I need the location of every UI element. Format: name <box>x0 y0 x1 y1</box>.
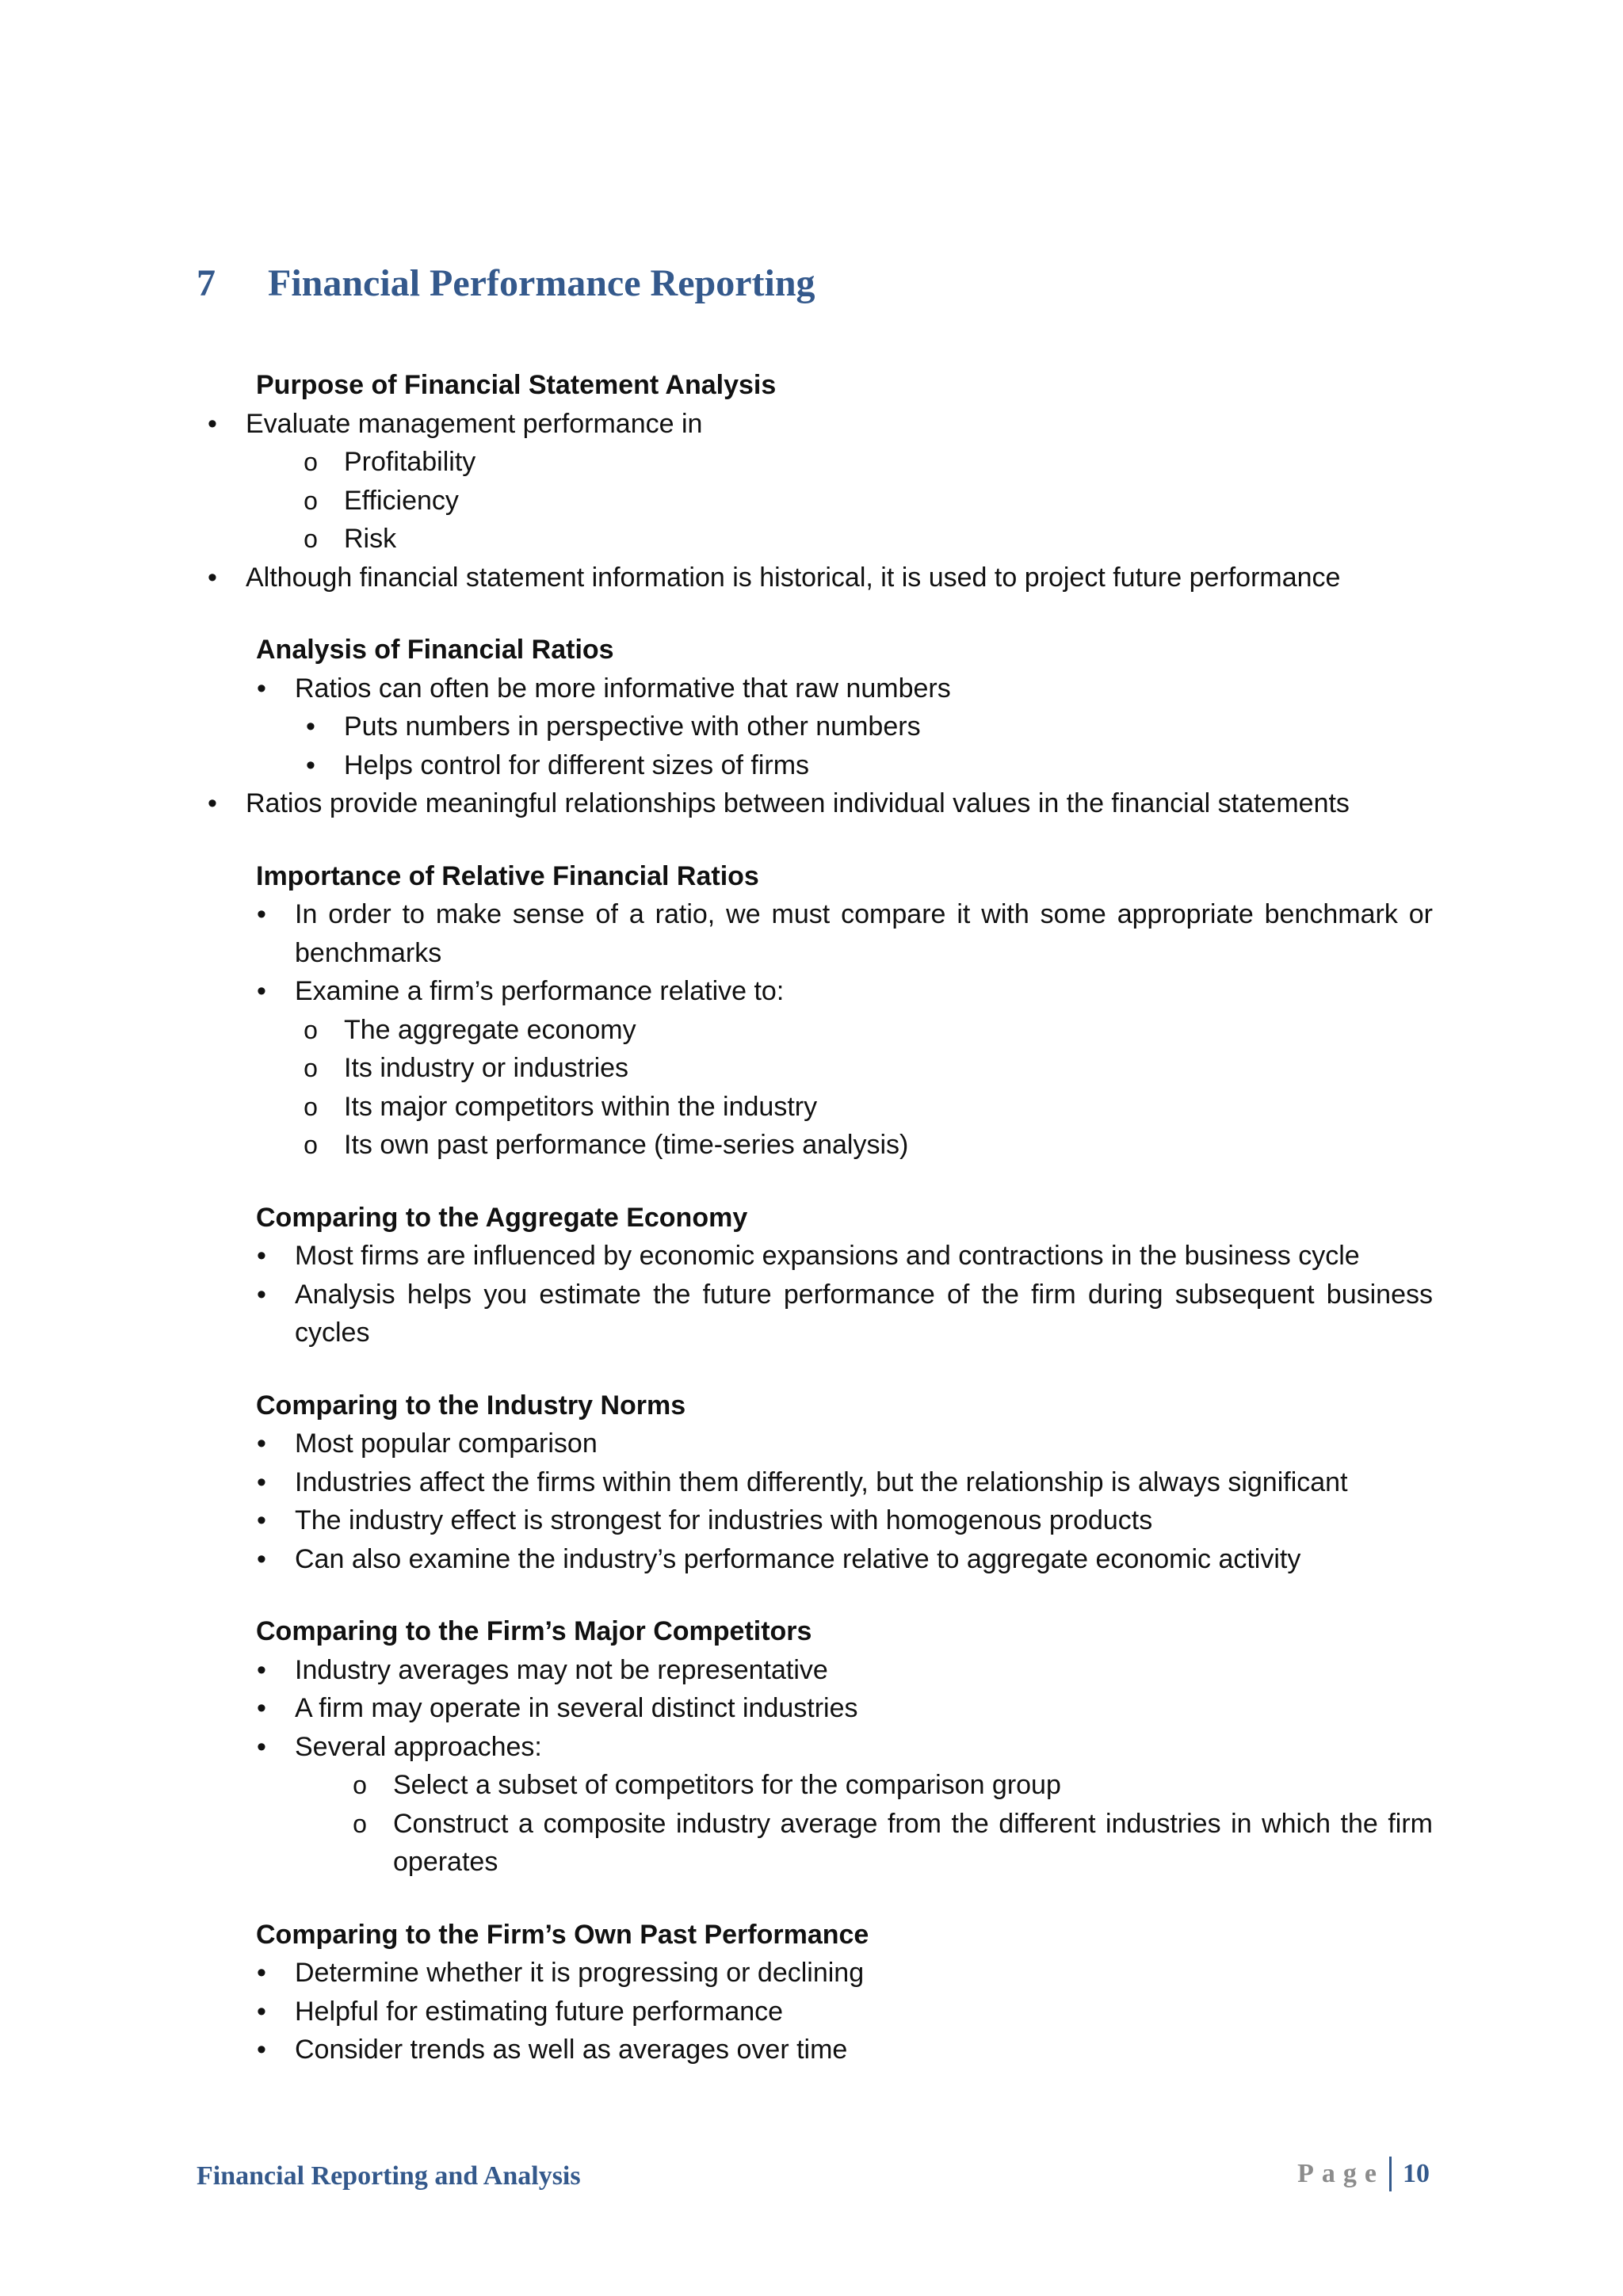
bullet-icon <box>246 1276 277 1314</box>
document-body <box>197 366 1433 2069</box>
bullet-icon <box>246 1728 277 1767</box>
list-item <box>197 1276 1433 1352</box>
list-item-text: Although financial statement information is historical, it is used to project future performance <box>246 562 1341 593</box>
bullet-list <box>197 1651 1433 1882</box>
list-item-text: Risk <box>344 524 397 554</box>
bullet-icon <box>197 559 228 597</box>
bullet-icon <box>246 972 277 1011</box>
bullet-list <box>197 405 1433 597</box>
list-item-text: Puts numbers in perspective with other numbers <box>344 711 921 742</box>
circle-bullet-icon <box>344 1766 376 1805</box>
list-item <box>197 2031 1433 2069</box>
list-item <box>197 1425 1433 1463</box>
section-title: Importance of Relative Financial Ratios <box>256 860 759 891</box>
list-item <box>197 1954 1433 1993</box>
list-item <box>197 559 1433 597</box>
bullet-icon <box>246 1689 277 1728</box>
list-item-text: Helps control for different sizes of firms <box>344 749 810 780</box>
list-item-text: Consider trends as well as averages over time <box>295 2035 848 2065</box>
circle-bullet-icon <box>295 1011 327 1050</box>
list-item-text: Examine a firm’s performance relative to: <box>295 976 785 1006</box>
list-item-text: Analysis helps you estimate the future performance of the firm during subsequent business cycles <box>295 1279 1433 1348</box>
bullet-icon <box>246 1501 277 1540</box>
bullet-icon <box>246 1651 277 1690</box>
list-item-text: Ratios provide meaningful relationships between individual values in the financial statements <box>246 788 1350 818</box>
section <box>197 1916 1433 2069</box>
list-item <box>197 1049 1433 1088</box>
list-item <box>197 405 1433 444</box>
list-item-text: Profitability <box>344 447 476 477</box>
bullet-list <box>197 1954 1433 2069</box>
footer-page-indicator <box>1297 2157 1430 2191</box>
list-item <box>197 1011 1433 1050</box>
bullet-icon <box>246 895 277 934</box>
bullet-icon <box>295 746 327 785</box>
list-item <box>197 1088 1433 1127</box>
list-item <box>197 1805 1433 1882</box>
footer-page-number: 10 <box>1403 2159 1430 2188</box>
footer-page-label: Page <box>1297 2159 1384 2188</box>
circle-bullet-icon <box>295 1126 327 1165</box>
footer-divider <box>1389 2157 1392 2191</box>
list-item-text: Construct a composite industry average from the different industries in which the firm operates <box>393 1808 1433 1877</box>
list-item <box>197 1728 1433 1767</box>
list-item <box>197 520 1433 559</box>
list-item-text: Several approaches: <box>295 1731 542 1762</box>
list-item <box>197 784 1433 823</box>
section <box>197 857 1433 1165</box>
section-title: Comparing to the Firm’s Own Past Performance <box>256 1919 869 1950</box>
list-item-text: The industry effect is strongest for industries with homogenous products <box>295 1505 1153 1535</box>
bullet-icon <box>295 707 327 746</box>
section-title: Comparing to the Industry Norms <box>256 1390 686 1421</box>
list-item <box>197 482 1433 521</box>
bullet-icon <box>246 1237 277 1276</box>
section-title: Purpose of Financial Statement Analysis <box>256 370 777 400</box>
list-item-text: The aggregate economy <box>344 1014 636 1045</box>
list-item <box>197 1501 1433 1540</box>
list-item <box>197 972 1433 1011</box>
list-item <box>197 669 1433 708</box>
bullet-icon <box>246 1954 277 1993</box>
section <box>197 1199 1433 1352</box>
list-item <box>197 895 1433 972</box>
list-item <box>197 1766 1433 1805</box>
section <box>197 366 1433 597</box>
list-item-text: Ratios can often be more informative that raw numbers <box>295 673 951 704</box>
section <box>197 1386 1433 1579</box>
list-item <box>197 1463 1433 1502</box>
circle-bullet-icon <box>295 1049 327 1088</box>
bullet-list <box>197 1425 1433 1578</box>
list-item <box>197 746 1433 785</box>
bullet-icon <box>246 1540 277 1579</box>
bullet-list <box>197 669 1433 823</box>
list-item-text: A firm may operate in several distinct industries <box>295 1693 858 1723</box>
bullet-icon <box>197 784 228 823</box>
list-item-text: Its major competitors within the industry <box>344 1091 818 1122</box>
list-item-text: Its industry or industries <box>344 1053 629 1083</box>
list-item <box>197 1237 1433 1276</box>
bullet-icon <box>246 2031 277 2069</box>
bullet-list <box>197 1237 1433 1352</box>
list-item <box>197 1651 1433 1690</box>
chapter-title: Financial Performance Reporting <box>268 262 815 304</box>
list-item-text: Industries affect the firms within them differently, but the relationship is always significant <box>295 1466 1348 1497</box>
list-item-text: Efficiency <box>344 485 459 516</box>
bullet-icon <box>246 1993 277 2031</box>
list-item-text: Helpful for estimating future performance <box>295 1996 784 2027</box>
list-item <box>197 1126 1433 1165</box>
bullet-icon <box>246 1425 277 1463</box>
list-item <box>197 1993 1433 2031</box>
list-item-text: Evaluate management performance in <box>246 408 703 439</box>
list-item-text: Most popular comparison <box>295 1428 598 1459</box>
section <box>197 1612 1433 1882</box>
circle-bullet-icon <box>295 443 327 482</box>
chapter-heading <box>197 261 815 305</box>
section-title: Comparing to the Firm’s Major Competitors <box>256 1616 812 1646</box>
list-item-text: In order to make sense of a ratio, we must compare it with some appropriate benchmark or benchmarks <box>295 899 1433 968</box>
circle-bullet-icon <box>295 482 327 521</box>
list-item <box>197 1689 1433 1728</box>
section-title: Comparing to the Aggregate Economy <box>256 1202 748 1233</box>
section <box>197 631 1433 823</box>
bullet-icon <box>246 669 277 708</box>
bullet-list <box>197 895 1433 1165</box>
list-item-text: Industry averages may not be representative <box>295 1654 828 1685</box>
list-item-text: Can also examine the industry’s performance relative to aggregate economic activity <box>295 1543 1301 1574</box>
list-item-text: Its own past performance (time-series analysis) <box>344 1130 909 1160</box>
bullet-icon <box>197 405 228 444</box>
list-item <box>197 443 1433 482</box>
circle-bullet-icon <box>344 1805 376 1844</box>
circle-bullet-icon <box>295 1088 327 1127</box>
footer-title: Financial Reporting and Analysis <box>197 2161 581 2191</box>
list-item-text: Determine whether it is progressing or declining <box>295 1958 865 1988</box>
chapter-number: 7 <box>197 262 216 304</box>
bullet-icon <box>246 1463 277 1502</box>
circle-bullet-icon <box>295 520 327 559</box>
list-item-text: Select a subset of competitors for the comparison group <box>393 1770 1061 1800</box>
list-item <box>197 1540 1433 1579</box>
section-title: Analysis of Financial Ratios <box>256 635 614 665</box>
list-item <box>197 707 1433 746</box>
list-item-text: Most firms are influenced by economic expansions and contractions in the business cycle <box>295 1241 1360 1271</box>
